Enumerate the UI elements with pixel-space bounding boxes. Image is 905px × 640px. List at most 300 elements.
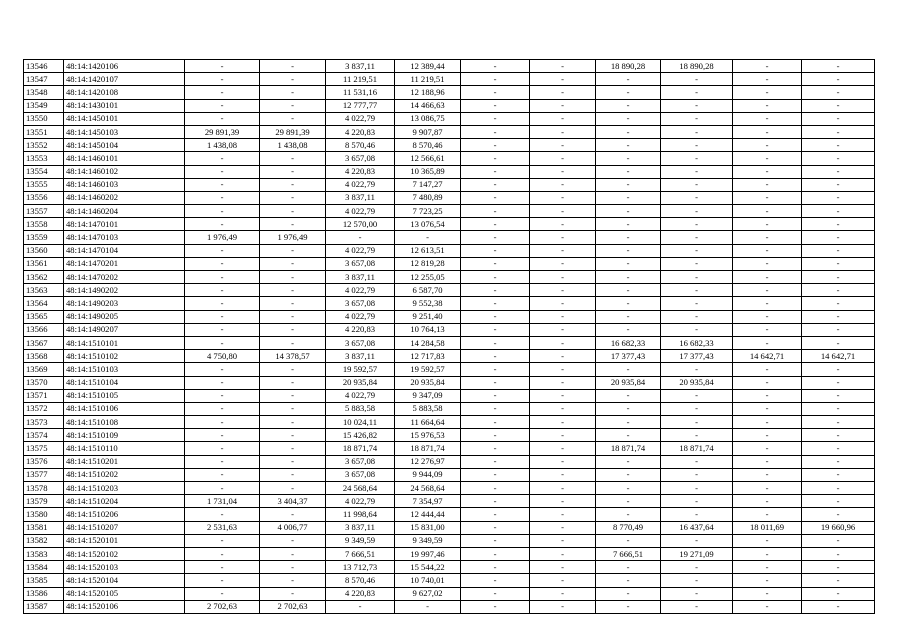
cell-value-6: -	[530, 257, 596, 270]
cell-value-5: -	[461, 139, 530, 152]
cell-value-8: -	[661, 244, 733, 257]
cell-value-6: -	[530, 191, 596, 204]
cell-cadastral-number: 48:14:1510101	[64, 336, 185, 349]
cell-row-number: 13569	[24, 363, 64, 376]
cell-value-10: -	[802, 416, 875, 429]
cell-value-4: 19 592,57	[395, 363, 461, 376]
cell-row-number: 13574	[24, 429, 64, 442]
cell-value-2: -	[260, 257, 326, 270]
cell-value-2: 4 006,77	[260, 521, 326, 534]
cell-value-1: -	[185, 86, 260, 99]
cell-value-2: -	[260, 429, 326, 442]
cell-value-3: 3 657,08	[326, 468, 395, 481]
cell-value-2: 14 378,57	[260, 350, 326, 363]
cell-value-3: 9 349,59	[326, 534, 395, 547]
cell-value-4: -	[395, 600, 461, 613]
table-row	[24, 284, 875, 297]
cell-value-2: -	[260, 152, 326, 165]
table-row	[24, 99, 875, 112]
cell-value-4: 9 944,09	[395, 468, 461, 481]
cell-value-10: -	[802, 152, 875, 165]
cell-value-2: -	[260, 323, 326, 336]
cell-value-1: -	[185, 336, 260, 349]
table-row	[24, 521, 875, 534]
cell-value-9: -	[733, 508, 802, 521]
cell-value-7: 17 377,43	[596, 350, 661, 363]
cell-value-7: -	[596, 73, 661, 86]
cell-value-4: 24 568,64	[395, 482, 461, 495]
cell-value-2: 1 438,08	[260, 139, 326, 152]
table-row	[24, 336, 875, 349]
cell-value-2: -	[260, 99, 326, 112]
table-row	[24, 482, 875, 495]
cell-value-5: -	[461, 205, 530, 218]
cell-value-6: -	[530, 73, 596, 86]
cell-value-9: -	[733, 297, 802, 310]
cell-value-7: -	[596, 600, 661, 613]
cell-value-3: 12 570,00	[326, 218, 395, 231]
cell-row-number: 13555	[24, 178, 64, 191]
cell-value-4: 9 251,40	[395, 310, 461, 323]
cell-value-1: -	[185, 191, 260, 204]
cell-cadastral-number: 48:14:1450101	[64, 112, 185, 125]
cell-value-9: -	[733, 323, 802, 336]
cell-value-9: -	[733, 231, 802, 244]
cell-value-5: -	[461, 508, 530, 521]
cell-value-6: -	[530, 284, 596, 297]
cell-value-3: 18 871,74	[326, 442, 395, 455]
table-row	[24, 125, 875, 138]
cell-cadastral-number: 48:14:1420108	[64, 86, 185, 99]
cell-value-2: -	[260, 547, 326, 560]
cell-cadastral-number: 48:14:1510110	[64, 442, 185, 455]
cell-cadastral-number: 48:14:1510103	[64, 363, 185, 376]
cell-value-6: -	[530, 139, 596, 152]
cell-value-8: -	[661, 468, 733, 481]
cell-value-10: -	[802, 191, 875, 204]
table-row	[24, 112, 875, 125]
cell-value-5: -	[461, 429, 530, 442]
table-row	[24, 574, 875, 587]
cell-value-7: 8 770,49	[596, 521, 661, 534]
data-table	[23, 59, 875, 614]
cell-value-9: -	[733, 73, 802, 86]
cell-value-2: -	[260, 191, 326, 204]
cell-value-4: 10 764,13	[395, 323, 461, 336]
cell-value-4: 10 740,01	[395, 574, 461, 587]
cell-value-9: -	[733, 389, 802, 402]
table-row	[24, 165, 875, 178]
cell-value-2: -	[260, 271, 326, 284]
cell-value-1: -	[185, 178, 260, 191]
cell-value-5: -	[461, 561, 530, 574]
cell-row-number: 13563	[24, 284, 64, 297]
cell-value-3: 4 220,83	[326, 587, 395, 600]
cell-value-2: -	[260, 284, 326, 297]
cell-value-5: -	[461, 231, 530, 244]
cell-value-6: -	[530, 429, 596, 442]
cell-value-2: -	[260, 574, 326, 587]
cell-value-7: 7 666,51	[596, 547, 661, 560]
table-row	[24, 60, 875, 73]
cell-value-5: -	[461, 297, 530, 310]
cell-value-2: -	[260, 205, 326, 218]
cell-cadastral-number: 48:14:1510203	[64, 482, 185, 495]
cell-value-8: -	[661, 152, 733, 165]
cell-value-9: -	[733, 402, 802, 415]
cell-row-number: 13566	[24, 323, 64, 336]
cell-value-10: -	[802, 218, 875, 231]
cell-value-6: -	[530, 389, 596, 402]
cell-value-1: -	[185, 244, 260, 257]
cell-value-6: -	[530, 534, 596, 547]
cell-value-10: -	[802, 205, 875, 218]
cell-row-number: 13587	[24, 600, 64, 613]
cell-cadastral-number: 48:14:1460204	[64, 205, 185, 218]
cell-value-1: 1 438,08	[185, 139, 260, 152]
cell-value-1: -	[185, 73, 260, 86]
cell-value-8: -	[661, 574, 733, 587]
cell-value-10: -	[802, 99, 875, 112]
cell-value-9: -	[733, 139, 802, 152]
cell-row-number: 13582	[24, 534, 64, 547]
cell-value-2: -	[260, 178, 326, 191]
cell-value-8: -	[661, 99, 733, 112]
cell-row-number: 13548	[24, 86, 64, 99]
cell-value-3: 11 531,16	[326, 86, 395, 99]
cell-value-1: -	[185, 547, 260, 560]
cell-value-2: -	[260, 482, 326, 495]
cell-cadastral-number: 48:14:1510206	[64, 508, 185, 521]
cell-value-9: -	[733, 442, 802, 455]
cell-value-9: -	[733, 271, 802, 284]
cell-value-8: 17 377,43	[661, 350, 733, 363]
cell-value-3: -	[326, 600, 395, 613]
cell-value-5: -	[461, 521, 530, 534]
cell-cadastral-number: 48:14:1510102	[64, 350, 185, 363]
cell-value-8: -	[661, 310, 733, 323]
cell-value-10: -	[802, 561, 875, 574]
cell-value-5: -	[461, 60, 530, 73]
cell-row-number: 13547	[24, 73, 64, 86]
cell-value-7: 18 890,28	[596, 60, 661, 73]
cell-row-number: 13584	[24, 561, 64, 574]
cell-value-10: -	[802, 165, 875, 178]
cell-value-3: 5 883,58	[326, 402, 395, 415]
cell-value-2: -	[260, 376, 326, 389]
cell-value-1: -	[185, 508, 260, 521]
cell-value-10: -	[802, 429, 875, 442]
cell-value-3: 11 998,64	[326, 508, 395, 521]
table-row	[24, 429, 875, 442]
cell-cadastral-number: 48:14:1460103	[64, 178, 185, 191]
cell-value-5: -	[461, 284, 530, 297]
cell-value-8: -	[661, 402, 733, 415]
cell-value-8: -	[661, 482, 733, 495]
cell-value-10: -	[802, 547, 875, 560]
cell-value-3: 4 022,79	[326, 495, 395, 508]
cell-value-10: -	[802, 363, 875, 376]
cell-row-number: 13568	[24, 350, 64, 363]
cell-value-3: 4 022,79	[326, 205, 395, 218]
cell-value-4: 13 086,75	[395, 112, 461, 125]
cell-value-6: -	[530, 455, 596, 468]
cell-value-6: -	[530, 561, 596, 574]
cell-value-10: -	[802, 574, 875, 587]
cell-value-7: -	[596, 495, 661, 508]
cell-value-4: 18 871,74	[395, 442, 461, 455]
cell-value-2: 1 976,49	[260, 231, 326, 244]
cell-row-number: 13557	[24, 205, 64, 218]
cell-value-8: -	[661, 191, 733, 204]
cell-value-6: -	[530, 165, 596, 178]
cell-cadastral-number: 48:14:1420107	[64, 73, 185, 86]
cell-value-3: 3 837,11	[326, 350, 395, 363]
cell-value-7: -	[596, 323, 661, 336]
cell-value-6: -	[530, 363, 596, 376]
cell-value-7: -	[596, 257, 661, 270]
cell-value-2: -	[260, 165, 326, 178]
cell-value-4: 14 284,58	[395, 336, 461, 349]
cell-value-9: -	[733, 482, 802, 495]
cell-row-number: 13565	[24, 310, 64, 323]
cell-value-7: -	[596, 191, 661, 204]
cell-value-6: -	[530, 152, 596, 165]
table-row	[24, 178, 875, 191]
cell-value-4: 12 255,05	[395, 271, 461, 284]
cell-value-6: -	[530, 468, 596, 481]
cell-value-10: -	[802, 73, 875, 86]
cell-value-10: -	[802, 600, 875, 613]
cell-value-1: -	[185, 376, 260, 389]
cell-row-number: 13556	[24, 191, 64, 204]
cell-value-10: -	[802, 244, 875, 257]
cell-value-9: -	[733, 86, 802, 99]
cell-value-1: 2 531,63	[185, 521, 260, 534]
cell-value-10: -	[802, 178, 875, 191]
cell-row-number: 13586	[24, 587, 64, 600]
cell-value-6: -	[530, 218, 596, 231]
cell-value-10: -	[802, 508, 875, 521]
cell-value-5: -	[461, 271, 530, 284]
cell-value-5: -	[461, 389, 530, 402]
table-row	[24, 257, 875, 270]
cell-value-4: 15 976,53	[395, 429, 461, 442]
cell-row-number: 13570	[24, 376, 64, 389]
cell-value-2: -	[260, 297, 326, 310]
cell-row-number: 13550	[24, 112, 64, 125]
cell-value-5: -	[461, 323, 530, 336]
cell-value-8: -	[661, 363, 733, 376]
cell-value-7: -	[596, 310, 661, 323]
cell-value-9: -	[733, 257, 802, 270]
cell-value-5: -	[461, 455, 530, 468]
cell-row-number: 13573	[24, 416, 64, 429]
cell-value-9: -	[733, 244, 802, 257]
cell-value-4: 11 219,51	[395, 73, 461, 86]
table-body	[24, 60, 875, 614]
cell-value-1: -	[185, 284, 260, 297]
cell-value-5: -	[461, 336, 530, 349]
cell-cadastral-number: 48:14:1510104	[64, 376, 185, 389]
cell-value-7: -	[596, 244, 661, 257]
cell-cadastral-number: 48:14:1470101	[64, 218, 185, 231]
cell-value-3: 4 022,79	[326, 112, 395, 125]
cell-value-10: -	[802, 402, 875, 415]
cell-value-5: -	[461, 376, 530, 389]
cell-value-7: -	[596, 587, 661, 600]
cell-cadastral-number: 48:14:1470104	[64, 244, 185, 257]
cell-cadastral-number: 48:14:1520103	[64, 561, 185, 574]
cell-row-number: 13579	[24, 495, 64, 508]
cell-value-2: -	[260, 416, 326, 429]
cell-value-5: -	[461, 416, 530, 429]
cell-value-9: -	[733, 468, 802, 481]
table-row	[24, 495, 875, 508]
cell-value-7: -	[596, 165, 661, 178]
cell-value-7: -	[596, 231, 661, 244]
cell-value-3: 4 022,79	[326, 178, 395, 191]
cell-value-8: -	[661, 416, 733, 429]
cell-value-6: -	[530, 482, 596, 495]
cell-cadastral-number: 48:14:1450104	[64, 139, 185, 152]
cell-value-4: -	[395, 231, 461, 244]
cell-value-4: 12 717,83	[395, 350, 461, 363]
table-row	[24, 402, 875, 415]
cell-value-4: 7 354,97	[395, 495, 461, 508]
cell-value-6: -	[530, 336, 596, 349]
cell-value-5: -	[461, 600, 530, 613]
cell-value-5: -	[461, 363, 530, 376]
table-row	[24, 508, 875, 521]
cell-value-8: -	[661, 257, 733, 270]
cell-value-9: -	[733, 587, 802, 600]
cell-value-6: -	[530, 99, 596, 112]
cell-value-1: -	[185, 455, 260, 468]
table-row	[24, 271, 875, 284]
cell-cadastral-number: 48:14:1510109	[64, 429, 185, 442]
cell-value-3: 3 657,08	[326, 336, 395, 349]
cell-value-7: -	[596, 139, 661, 152]
cell-row-number: 13549	[24, 99, 64, 112]
cell-value-9: -	[733, 429, 802, 442]
cell-row-number: 13581	[24, 521, 64, 534]
cell-value-2: -	[260, 363, 326, 376]
cell-row-number: 13578	[24, 482, 64, 495]
cell-row-number: 13572	[24, 402, 64, 415]
cell-value-10: -	[802, 336, 875, 349]
cell-value-8: -	[661, 508, 733, 521]
cell-value-8: -	[661, 165, 733, 178]
cell-value-10: -	[802, 271, 875, 284]
cell-value-8: -	[661, 73, 733, 86]
cell-value-9: -	[733, 60, 802, 73]
cell-row-number: 13558	[24, 218, 64, 231]
cell-value-5: -	[461, 244, 530, 257]
cell-row-number: 13575	[24, 442, 64, 455]
cell-cadastral-number: 48:14:1430101	[64, 99, 185, 112]
cell-value-3: 3 837,11	[326, 191, 395, 204]
cell-value-5: -	[461, 547, 530, 560]
cell-value-10: -	[802, 284, 875, 297]
cell-value-5: -	[461, 257, 530, 270]
cell-value-3: 4 022,79	[326, 244, 395, 257]
cell-value-6: -	[530, 178, 596, 191]
cell-cadastral-number: 48:14:1520104	[64, 574, 185, 587]
cell-value-8: -	[661, 429, 733, 442]
cell-value-1: 4 750,80	[185, 350, 260, 363]
cell-value-7: -	[596, 363, 661, 376]
cell-value-8: -	[661, 389, 733, 402]
cell-value-5: -	[461, 218, 530, 231]
cell-value-6: -	[530, 86, 596, 99]
cell-value-5: -	[461, 350, 530, 363]
cell-value-2: -	[260, 587, 326, 600]
cell-value-7: -	[596, 402, 661, 415]
cell-value-10: -	[802, 323, 875, 336]
cell-value-9: -	[733, 547, 802, 560]
cell-value-7: -	[596, 205, 661, 218]
cell-value-7: -	[596, 178, 661, 191]
cell-value-1: -	[185, 205, 260, 218]
cell-value-3: 4 220,83	[326, 323, 395, 336]
cell-value-9: -	[733, 574, 802, 587]
cell-value-8: -	[661, 600, 733, 613]
cell-value-1: 2 702,63	[185, 600, 260, 613]
cell-value-7: -	[596, 271, 661, 284]
cell-cadastral-number: 48:14:1470201	[64, 257, 185, 270]
cell-value-8: -	[661, 297, 733, 310]
cell-value-4: 9 349,59	[395, 534, 461, 547]
cell-value-8: 18 890,28	[661, 60, 733, 73]
table-row	[24, 152, 875, 165]
cell-value-1: -	[185, 218, 260, 231]
table-row	[24, 468, 875, 481]
cell-value-3: 15 426,82	[326, 429, 395, 442]
cell-value-8: -	[661, 495, 733, 508]
cell-value-10: -	[802, 534, 875, 547]
cell-value-6: -	[530, 521, 596, 534]
cell-value-3: 24 568,64	[326, 482, 395, 495]
cell-value-8: 16 437,64	[661, 521, 733, 534]
cell-value-1: -	[185, 429, 260, 442]
cell-value-9: -	[733, 178, 802, 191]
cell-value-9: -	[733, 495, 802, 508]
cell-value-8: -	[661, 455, 733, 468]
cell-cadastral-number: 48:14:1510106	[64, 402, 185, 415]
cell-value-9: -	[733, 99, 802, 112]
cell-value-6: -	[530, 442, 596, 455]
cell-value-1: -	[185, 402, 260, 415]
cell-value-4: 9 907,87	[395, 125, 461, 138]
table-row	[24, 534, 875, 547]
table-row	[24, 218, 875, 231]
cell-value-2: -	[260, 442, 326, 455]
cell-value-6: -	[530, 350, 596, 363]
cell-value-8: -	[661, 205, 733, 218]
cell-value-3: 20 935,84	[326, 376, 395, 389]
cell-value-10: -	[802, 376, 875, 389]
cell-value-3: -	[326, 231, 395, 244]
cell-cadastral-number: 48:14:1460101	[64, 152, 185, 165]
cell-value-1: 1 731,04	[185, 495, 260, 508]
cell-value-1: -	[185, 534, 260, 547]
cell-value-7: 18 871,74	[596, 442, 661, 455]
cell-cadastral-number: 48:14:1510108	[64, 416, 185, 429]
cell-cadastral-number: 48:14:1470202	[64, 271, 185, 284]
cell-value-5: -	[461, 125, 530, 138]
cell-value-3: 8 570,46	[326, 139, 395, 152]
